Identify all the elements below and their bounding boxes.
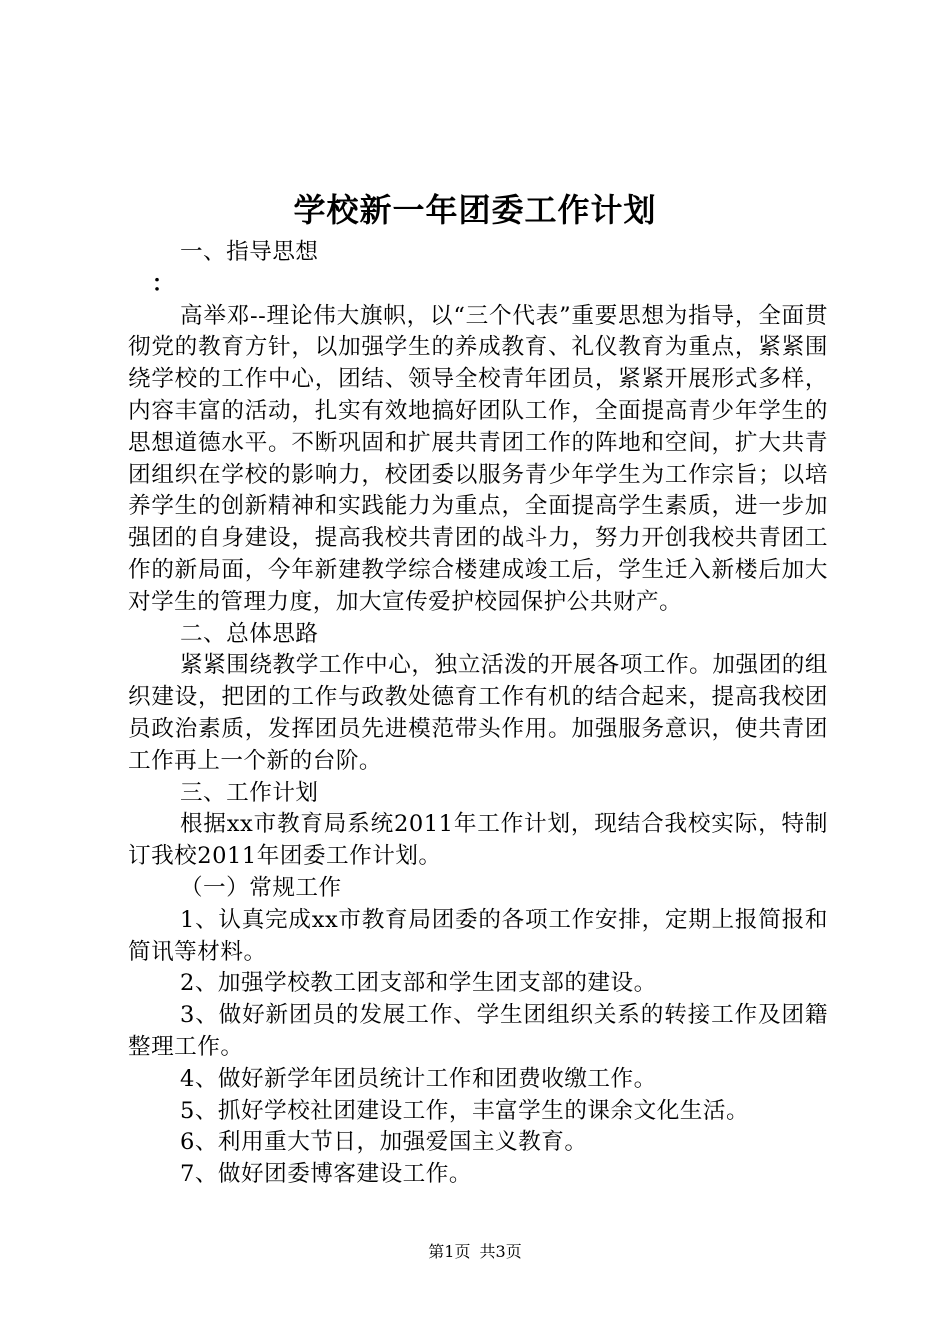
list-item: 5、抓好学校社团建设工作，丰富学生的课余文化生活。: [179, 1097, 750, 1124]
colon-line: ：: [151, 270, 175, 297]
paragraph-guiding-ideology: 高举邓--理论伟大旗帜，以“三个代表”重要思想为指导，全面贯彻党的教育方针，以加强学生的养成教育、礼仪教育为重点，紧紧围绕学校的工作中心，团结、领导全校青年团员，紧紧开展形式多样，内容丰富的活动，扎实有效地搞好团队工作，全面提高青少年学生的思想道德水平。不断巩固和扩展共青团工作的阵地和空间，扩大共青团组织在学校的影响力，校团委以服务青少年学生为工作宗旨；以培养学生的创新精神和实践能力为重点，全面提高学生素质，进一步加强团的自身建设，提高我校共青团的战斗力，努力开创我校共青团工作的新局面，今年新建教学综合楼建成竣工后，学生迁入新楼后加大对学生的管理力度，加大宣传爱护校园保护公共财产。: [128, 302, 828, 615]
section-heading-work-plan: 三、工作计划: [179, 779, 319, 806]
section-heading-guiding-ideology: 一、指导思想: [179, 239, 319, 265]
paragraph-overall-approach: 紧紧围绕教学工作中心，独立活泼的开展各项工作。加强团的组织建设，把团的工作与政教处德育工作有机的结合起来，提高我校团员政治素质，发挥团员先进模范带头作用。加强服务意识，使共青团工作再上一个新的台阶。: [128, 652, 828, 774]
list-item: 6、利用重大节日，加强爱国主义教育。: [179, 1129, 588, 1156]
page-footer: 第1页 共3页: [428, 1242, 522, 1261]
document-body: [128, 237, 828, 1191]
list-item: 1、认真完成xx市教育局团委的各项工作安排，定期上报简报和简讯等材料。: [128, 906, 828, 965]
subsection-heading-routine-work: （一）常规工作: [179, 874, 342, 901]
paragraph-work-plan: 根据xx市教育局系统2011年工作计划，现结合我校实际，特制订我校2011年团委工作计划。: [128, 811, 828, 870]
document-title: 学校新一年团委工作计划: [293, 191, 657, 229]
list-item: 4、做好新学年团员统计工作和团费收缴工作。: [179, 1065, 657, 1092]
section-heading-overall-approach: 二、总体思路: [179, 620, 319, 647]
list-item: 3、做好新团员的发展工作、学生团组织关系的转接工作及团籍整理工作。: [128, 1002, 828, 1060]
list-item: 7、做好团委博客建设工作。: [179, 1161, 472, 1188]
list-item: 2、加强学校教工团支部和学生团支部的建设。: [179, 970, 657, 997]
